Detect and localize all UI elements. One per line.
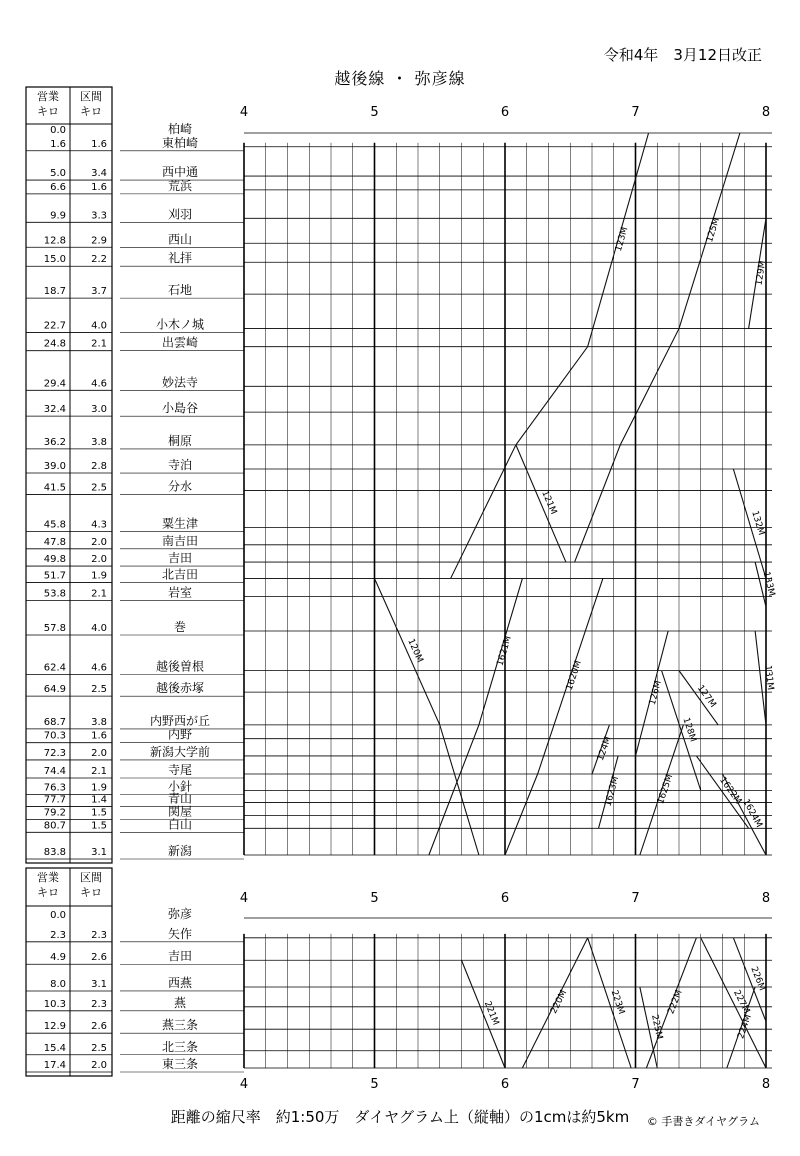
echigo-station-name: 柏崎: [167, 122, 193, 136]
echigo-station-name: 岩室: [167, 585, 193, 600]
yahiko-train-line: [588, 938, 632, 1068]
echigo-km-table: [26, 87, 112, 863]
echigo-station-cum: 57.8: [43, 622, 66, 634]
echigo-station-name: 東柏崎: [161, 135, 199, 150]
yahiko-station-cum: 8.0: [50, 978, 66, 990]
yahiko-train-number: 223M: [608, 988, 626, 1016]
echigo-station-name: 関屋: [167, 804, 193, 819]
echigo-station-name: 南吉田: [161, 533, 199, 548]
echigo-station-seg: 4.6: [91, 378, 107, 390]
yahiko-station-seg: 2.6: [91, 952, 107, 964]
echigo-train-number: 1620M: [564, 659, 584, 692]
echigo-station-name: 新潟: [167, 844, 193, 858]
echigo-station-cum: 51.7: [43, 570, 66, 582]
yahiko-hour-label-bottom: 7: [631, 1077, 640, 1092]
yahiko-station-cum: 2.3: [50, 929, 66, 941]
yahiko-train-number: 226M: [748, 965, 767, 993]
yahiko-train-number: 220M: [549, 988, 570, 1016]
yahiko-hour-label: 8: [761, 891, 771, 906]
yahiko-station-seg: 2.3: [91, 929, 107, 941]
echigo-header-cum: キロ: [37, 105, 59, 118]
echigo-station-name: 刈羽: [167, 207, 193, 222]
echigo-station-cum: 53.8: [43, 588, 66, 600]
echigo-station-seg: 2.0: [91, 536, 107, 548]
echigo-station-seg: 2.0: [91, 554, 107, 566]
echigo-station-cum: 45.8: [43, 519, 66, 531]
yahiko-train-number: 222M: [666, 988, 685, 1016]
echigo-station-seg: 3.1: [91, 847, 107, 858]
echigo-station-cum: 18.7: [43, 286, 66, 298]
echigo-station-cum: 72.3: [43, 747, 66, 759]
echigo-train-number: 133M: [760, 570, 777, 598]
echigo-station-cum: 64.9: [43, 684, 66, 696]
echigo-station-seg: 2.8: [91, 461, 107, 473]
copyright: © 手書きダイヤグラム: [646, 1115, 760, 1128]
yahiko-station-seg: 2.0: [91, 1060, 107, 1071]
echigo-station-name: 小木ノ城: [155, 317, 205, 332]
echigo-station-seg: 2.1: [91, 338, 107, 350]
diagram-title: 越後線 ・ 弥彦線: [334, 69, 466, 88]
yahiko-station-name: 北三条: [161, 1039, 199, 1054]
echigo-train-line: [505, 578, 603, 855]
echigo-train-line: [375, 578, 479, 855]
echigo-station-name: 妙法寺: [161, 375, 199, 390]
echigo-station-name: 内野西が丘: [149, 713, 211, 728]
echigo-station-name: 礼拝: [167, 251, 193, 266]
yahiko-hour-label-bottom: 8: [761, 1077, 771, 1092]
yahiko-header-cum: 営業: [37, 871, 59, 884]
echigo-station-seg: 2.0: [91, 747, 107, 759]
echigo-station-name: 西中通: [161, 165, 199, 180]
yahiko-header-seg: キロ: [80, 886, 102, 899]
yahiko-station-seg: 2.3: [91, 998, 107, 1010]
echigo-station-name: 越後赤塚: [155, 681, 205, 696]
echigo-station-seg: 4.3: [91, 519, 107, 531]
yahiko-station-seg: 2.5: [91, 1042, 107, 1054]
echigo-station-seg: 1.6: [91, 138, 107, 150]
echigo-station-seg: 2.9: [91, 235, 107, 247]
echigo-train-number: 1624M: [740, 797, 764, 830]
echigo-train-number: 124M: [595, 735, 614, 763]
echigo-station-seg: 3.8: [91, 436, 107, 448]
echigo-station-name: 荒浜: [167, 178, 193, 193]
echigo-station-cum: 41.5: [43, 482, 66, 494]
echigo-station-name: 分水: [167, 479, 193, 494]
echigo-station-seg: 1.5: [91, 820, 107, 832]
echigo-station-cum: 32.4: [43, 404, 66, 416]
echigo-station-seg: 4.6: [91, 662, 107, 674]
echigo-station-name: 新潟大学前: [149, 744, 211, 759]
yahiko-station-name: 矢作: [167, 926, 193, 941]
echigo-station-cum: 49.8: [43, 554, 66, 566]
echigo-station-seg: 2.1: [91, 766, 107, 778]
echigo-station-cum: 24.8: [43, 338, 66, 350]
echigo-train-number: 1621M: [495, 634, 514, 668]
yahiko-header-cum: キロ: [37, 886, 59, 899]
echigo-train-number: 132M: [749, 509, 766, 537]
echigo-station-name: 小針: [167, 779, 193, 794]
echigo-station-cum: 0.0: [50, 125, 66, 136]
echigo-station-name: 内野: [167, 727, 193, 742]
yahiko-hour-label: 7: [631, 891, 640, 906]
echigo-station-seg: 2.5: [91, 684, 107, 696]
echigo-hour-label: 4: [239, 105, 249, 120]
echigo-train-number: 1623M: [603, 775, 622, 808]
echigo-station-seg: 3.0: [91, 404, 107, 416]
echigo-station-name: 越後曽根: [155, 659, 205, 674]
echigo-hour-label: 8: [761, 105, 771, 120]
yahiko-station-name: 東三条: [161, 1057, 199, 1071]
echigo-station-cum: 29.4: [43, 378, 66, 390]
echigo-station-seg: 3.4: [91, 168, 107, 180]
echigo-station-name: 北吉田: [161, 567, 199, 582]
echigo-hour-label: 5: [370, 105, 379, 120]
echigo-station-cum: 77.7: [43, 794, 66, 806]
yahiko-station-cum: 0.0: [50, 910, 66, 921]
yahiko-station-name: 吉田: [167, 949, 193, 964]
echigo-station-cum: 9.9: [50, 210, 66, 222]
yahiko-header-seg: 区間: [80, 871, 102, 884]
echigo-station-seg: 3.8: [91, 716, 107, 728]
echigo-station-name: 西山: [167, 232, 193, 247]
echigo-header-cum: 営業: [37, 90, 59, 103]
echigo-header-seg: キロ: [80, 105, 102, 118]
yahiko-station-seg: 2.6: [91, 1021, 107, 1033]
echigo-station-name: 巻: [173, 619, 187, 634]
echigo-train-line: [429, 578, 523, 855]
echigo-header-seg: 区間: [80, 90, 102, 103]
yahiko-station-cum: 15.4: [43, 1042, 66, 1054]
echigo-hour-label: 6: [500, 105, 510, 120]
echigo-hour-label: 7: [631, 105, 640, 120]
echigo-station-seg: 4.0: [91, 622, 107, 634]
echigo-station-seg: 1.9: [91, 782, 107, 794]
yahiko-train-number: 224M: [736, 1013, 754, 1041]
echigo-station-cum: 36.2: [43, 436, 66, 448]
echigo-station-seg: 1.9: [91, 570, 107, 582]
echigo-station-cum: 80.7: [43, 820, 66, 832]
echigo-train-number: 128M: [680, 716, 698, 744]
echigo-station-name: 寺尾: [167, 763, 193, 778]
echigo-station-name: 白山: [167, 817, 193, 832]
echigo-station-cum: 83.8: [43, 847, 66, 858]
echigo-station-cum: 79.2: [43, 807, 66, 819]
scale-note: 距離の縮尺率 約1:50万 ダイヤグラム上（縦軸）の1cmは約5km: [170, 1108, 630, 1126]
yahiko-station-cum: 4.9: [50, 952, 66, 964]
echigo-station-name: 出雲崎: [161, 335, 199, 350]
yahiko-hour-label: 4: [239, 891, 249, 906]
echigo-station-seg: 2.2: [91, 254, 107, 266]
echigo-station-cum: 22.7: [43, 320, 66, 332]
echigo-station-seg: 4.0: [91, 320, 107, 332]
yahiko-train-number: 227M: [731, 988, 752, 1016]
echigo-station-name: 寺泊: [167, 458, 193, 473]
echigo-station-cum: 74.4: [43, 766, 66, 778]
yahiko-station-name: 燕三条: [161, 1018, 199, 1033]
echigo-train-number: 123M: [613, 225, 631, 253]
echigo-station-cum: 12.8: [43, 235, 66, 247]
echigo-station-seg: 2.1: [91, 588, 107, 600]
yahiko-hour-label-bottom: 4: [239, 1077, 249, 1092]
echigo-train-number: 125M: [705, 216, 723, 244]
echigo-station-cum: 62.4: [43, 662, 66, 674]
yahiko-hour-label: 6: [500, 891, 510, 906]
yahiko-hour-label-bottom: 5: [370, 1077, 379, 1092]
echigo-station-cum: 15.0: [43, 254, 66, 266]
echigo-train-number: 120M: [405, 637, 425, 665]
yahiko-station-cum: 10.3: [43, 998, 66, 1010]
echigo-station-seg: 1.5: [91, 807, 107, 819]
echigo-station-cum: 70.3: [43, 730, 66, 742]
echigo-station-cum: 47.8: [43, 536, 66, 548]
echigo-train-number: 1622M: [717, 775, 744, 807]
echigo-station-name: 小島谷: [161, 401, 199, 416]
echigo-station-name: 吉田: [167, 551, 193, 566]
echigo-train-number: 127M: [694, 683, 718, 710]
echigo-station-cum: 39.0: [43, 461, 66, 473]
yahiko-station-name: 燕: [173, 995, 187, 1010]
yahiko-station-cum: 17.4: [43, 1060, 66, 1071]
echigo-station-name: 青山: [167, 791, 193, 806]
echigo-station-seg: 1.4: [91, 794, 107, 806]
echigo-station-cum: 68.7: [43, 716, 66, 728]
echigo-train-number: 121M: [539, 489, 559, 517]
echigo-station-seg: 2.5: [91, 482, 107, 494]
echigo-train-number: 131M: [762, 664, 775, 691]
yahiko-station-cum: 12.9: [43, 1021, 66, 1033]
echigo-station-cum: 76.3: [43, 782, 66, 794]
echigo-station-seg: 1.6: [91, 181, 107, 193]
echigo-station-seg: 3.7: [91, 286, 107, 298]
echigo-station-cum: 1.6: [50, 138, 66, 150]
yahiko-hour-label-bottom: 6: [500, 1077, 510, 1092]
echigo-station-name: 石地: [167, 283, 193, 298]
echigo-station-seg: 3.3: [91, 210, 107, 222]
yahiko-train-number: 221M: [481, 999, 501, 1027]
echigo-station-name: 桐原: [167, 433, 193, 448]
echigo-train-number: 126M: [647, 679, 664, 707]
yahiko-hour-label: 5: [370, 891, 379, 906]
yahiko-station-seg: 3.1: [91, 978, 107, 990]
echigo-station-cum: 6.6: [50, 181, 66, 193]
echigo-station-cum: 5.0: [50, 168, 66, 180]
yahiko-station-name: 西燕: [167, 975, 193, 990]
echigo-station-seg: 1.6: [91, 730, 107, 742]
yahiko-train-number: 225M: [648, 1013, 665, 1041]
echigo-train-number: 1625M: [656, 773, 676, 806]
echigo-station-name: 粟生津: [161, 516, 199, 531]
echigo-train-number: 129M: [754, 260, 769, 287]
yahiko-station-name: 弥彦: [167, 907, 193, 921]
revision-date: 令和4年 3月12日改正: [603, 46, 762, 64]
